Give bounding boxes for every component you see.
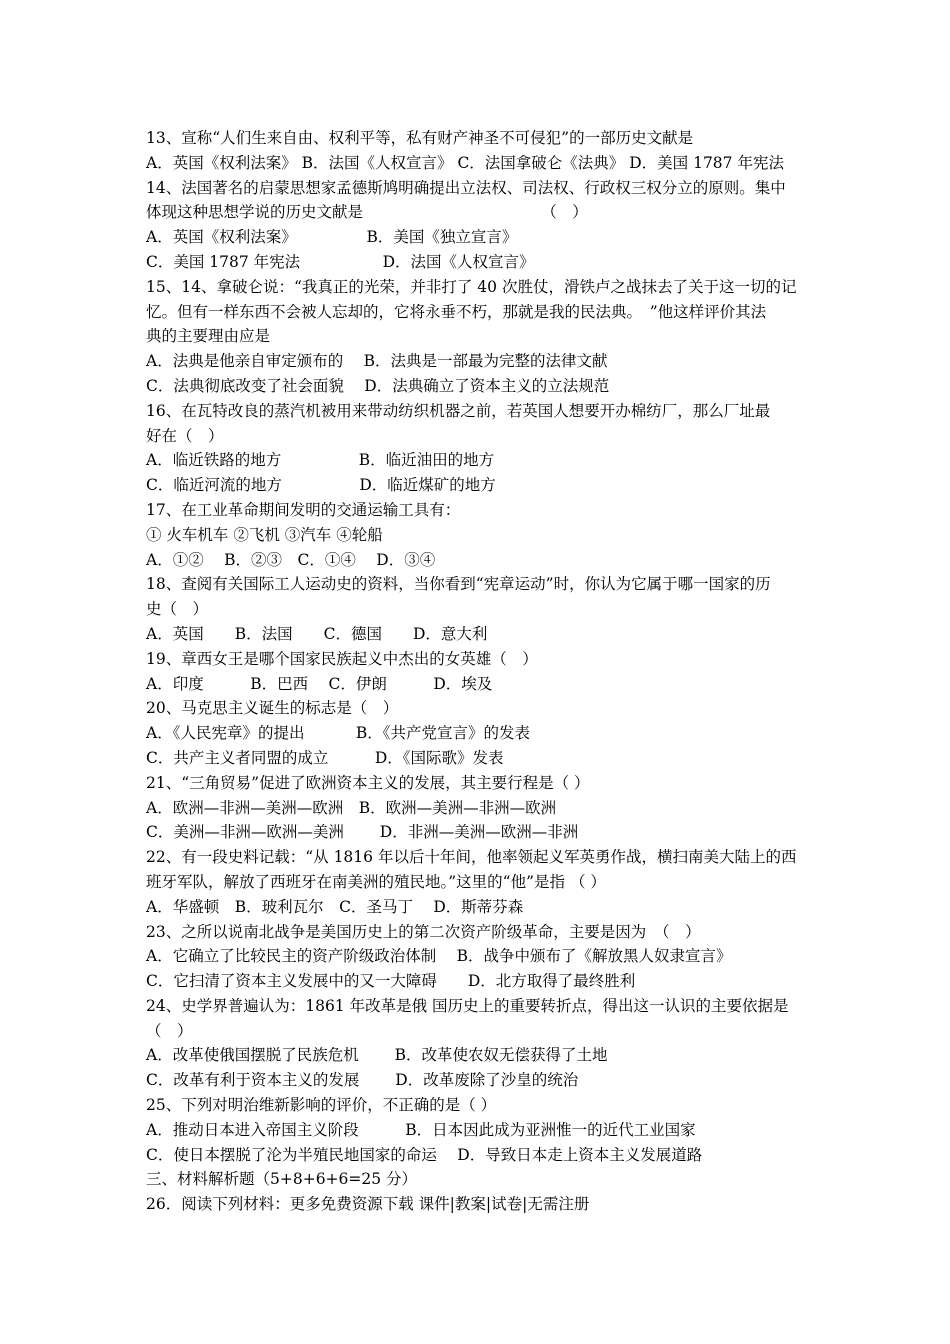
question-20-options-cd: C．共产主义者同盟的成立 D．《国际歌》发表 — [146, 748, 504, 767]
question-17-stem: 17、在工业革命期间发明的交通运输工具有： — [146, 500, 461, 519]
question-23-options-cd: C．它扫清了资本主义发展中的又一大障碍 D．北方取得了最终胜利 — [146, 972, 636, 991]
question-25-options-cd: C．使日本摆脱了沦为半殖民地国家的命运 D．导致日本走上资本主义发展道路 — [146, 1145, 703, 1164]
question-25-stem: 25、下列对明治维新影响的评价，不正确的是（ ） — [146, 1096, 497, 1115]
question-18-stem-cont: 史（ ） — [146, 600, 209, 619]
question-21-options-ab: A．欧洲—非洲—美洲—欧洲 B．欧洲—美洲—非洲—欧洲 — [146, 798, 557, 817]
question-18-stem: 18、查阅有关国际工人运动史的资料，当你看到“宪章运动”时，你认为它属于哪一国家的历 — [146, 575, 771, 594]
question-24-stem: 24、史学界普遍认为：1861 年改革是俄 国历史上的重要转折点，得出这一认识的主要依据是 — [146, 996, 789, 1015]
question-17-items: ① 火车机车 ②飞机 ③汽车 ④轮船 — [146, 525, 383, 544]
question-15-options-cd: C．法典彻底改变了社会面貌 D．法典确立了资本主义的立法规范 — [146, 376, 610, 395]
question-20-stem: 20、马克思主义诞生的标志是（ ） — [146, 699, 399, 718]
question-15-stem-cont: 忆。但有一样东西不会被人忘却的，它将永垂不朽，那就是我的民法典。 ”他这样评价其法 — [146, 302, 767, 321]
question-15-stem: 15、14、拿破仑说：“我真正的光荣，并非打了 40 次胜仗，滑铁卢之战抹去了关于这一切的记 — [146, 277, 797, 296]
question-24-options-cd: C．改革有利于资本主义的发展 D．改革废除了沙皇的统治 — [146, 1071, 579, 1090]
question-14-stem-cont: 体现这种思想学说的历史文献是 （ ） — [146, 203, 588, 222]
question-20-options-ab: A．《人民宪章》的提出 B．《共产党宣言》的发表 — [146, 724, 531, 743]
question-17-options: A．①② B．②③ C．①④ D．③④ — [146, 550, 436, 569]
question-23-stem: 23、之所以说南北战争是美国历史上的第二次资产阶级革命，主要是因为 （ ） — [146, 922, 701, 941]
question-24-stem-cont: （ ） — [146, 1021, 193, 1040]
question-16-stem: 16、在瓦特改良的蒸汽机被用来带动纺织机器之前，若英国人想要开办棉纺厂，那么厂址最 — [146, 401, 771, 420]
question-15-options-ab: A．法典是他亲自审定颁布的 B．法典是一部最为完整的法律文献 — [146, 352, 608, 371]
question-13-options: A．英国《权利法案》 B．法国《人权宣言》 C．法国拿破仑《法典》 D．美国 1787 年宪法 — [146, 153, 784, 172]
question-22-stem-cont: 班牙军队，解放了西班牙在南美洲的殖民地。”这里的“他”是指 （ ） — [146, 872, 606, 891]
question-14-options-cd: C．美国 1787 年宪法 D．法国《人权宣言》 — [146, 252, 535, 271]
question-14-stem: 14、法国著名的启蒙思想家孟德斯鸠明确提出立法权、司法权、行政权三权分立的原则。集中 — [146, 178, 786, 197]
exam-content — [146, 126, 826, 1217]
question-25-options-ab: A．推动日本进入帝国主义阶段 B．日本因此成为亚洲惟一的近代工业国家 — [146, 1120, 696, 1139]
question-23-options-ab: A．它确立了比较民主的资产阶级政治体制 B．战争中颁布了《解放黑人奴隶宣言》 — [146, 947, 732, 966]
question-14-options-ab: A．英国《权利法案》 B．美国《独立宣言》 — [146, 228, 518, 247]
question-18-options: A．英国 B．法国 C．德国 D．意大利 — [146, 624, 488, 643]
question-13-stem: 13、宣称“人们生来自由、权利平等，私有财产神圣不可侵犯”的一部历史文献是 — [146, 129, 694, 147]
question-16-stem-cont: 好在（ ） — [146, 426, 224, 445]
question-15-stem-end: 典的主要理由应是 — [146, 327, 271, 346]
question-21-options-cd: C．美洲—非洲—欧洲—美洲 D．非洲—美洲—欧洲—非洲 — [146, 823, 579, 842]
question-16-options-ab: A．临近铁路的地方 B．临近油田的地方 — [146, 451, 495, 470]
question-22-stem: 22、有一段史料记载：“从 1816 年以后十年间，他率领起义军英勇作战，横扫南美大陆上的西 — [146, 848, 797, 867]
question-16-options-cd: C．临近河流的地方 D．临近煤矿的地方 — [146, 476, 496, 495]
question-22-options: A．华盛顿 B．玻利瓦尔 C．圣马丁 D．斯蒂芬森 — [146, 897, 524, 916]
section-3-heading: 三、材料解析题（5+8+6+6=25 分） — [146, 1170, 418, 1189]
question-21-stem: 21、“三角贸易”促进了欧洲资本主义的发展，其主要行程是（ ） — [146, 773, 590, 792]
question-19-options: A．印度 B．巴西 C．伊朗 D．埃及 — [146, 674, 493, 693]
question-24-options-ab: A．改革使俄国摆脱了民族危机 B．改革使农奴无偿获得了土地 — [146, 1046, 608, 1065]
question-26-stem: 26．阅读下列材料：更多免费资源下载 课件|教案|试卷|无需注册 — [146, 1195, 590, 1214]
question-19-stem: 19、章西女王是哪个国家民族起义中杰出的女英雄（ ） — [146, 649, 538, 668]
